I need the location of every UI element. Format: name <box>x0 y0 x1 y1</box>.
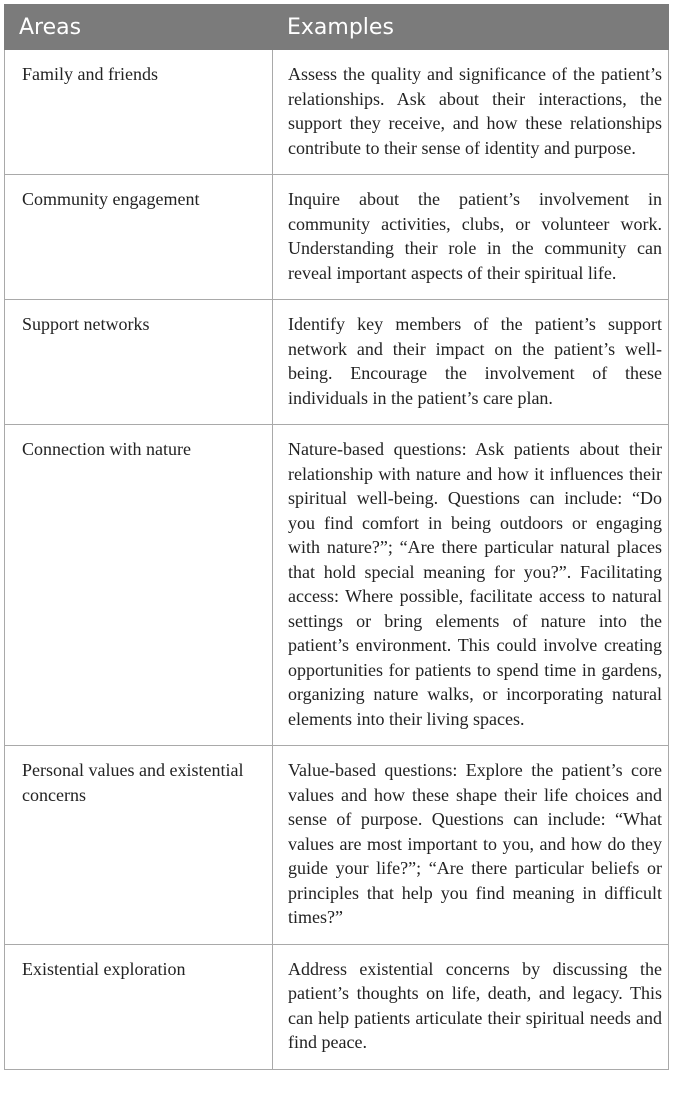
table-row <box>5 944 669 1069</box>
area-cell: Community engagement <box>5 175 273 300</box>
header-examples: Examples <box>273 5 669 50</box>
table-body <box>5 50 669 1070</box>
example-cell: Identify key members of the patient’s support network and their impact on the patient’s well-being. Encourage the involvement of these individuals in the patient’s care plan. <box>273 300 669 425</box>
table-row <box>5 300 669 425</box>
header-areas: Areas <box>5 5 273 50</box>
table-row <box>5 425 669 746</box>
area-cell: Existential exploration <box>5 944 273 1069</box>
area-cell: Personal values and existential concerns <box>5 746 273 945</box>
example-cell: Nature-based questions: Ask patients about their relationship with nature and how it influences their spiritual well-being. Questions can include: “Do you find comfort in being outdoors or engaging with nature?”; “Are there particular natural places that hold special meaning for you?”. Facilitating access: Where possible, facilitate access to natural settings or bring elements of nature into the patient’s environment. This could involve creating opportunities for patients to spend time in gardens, organizing nature walks, or incorporating natural elements into their living spaces. <box>273 425 669 746</box>
table-row <box>5 50 669 175</box>
areas-examples-table <box>4 4 669 1070</box>
example-cell: Inquire about the patient’s involvement in community activities, clubs, or volunteer work. Understanding their role in the community can reveal important aspects of their spiritual life. <box>273 175 669 300</box>
header-row <box>5 5 669 50</box>
area-cell: Family and friends <box>5 50 273 175</box>
example-cell: Address existential concerns by discussing the patient’s thoughts on life, death, and legacy. This can help patients articulate their spiritual needs and find peace. <box>273 944 669 1069</box>
area-cell: Connection with nature <box>5 425 273 746</box>
table-row <box>5 746 669 945</box>
area-cell: Support networks <box>5 300 273 425</box>
example-cell: Value-based questions: Explore the patient’s core values and how these shape their life choices and sense of purpose. Questions can include: “What values are most important to you, and how do they guide your life?”; “Are there particular beliefs or principles that help you find meaning in difficult times?” <box>273 746 669 945</box>
table-header <box>5 5 669 50</box>
table-row <box>5 175 669 300</box>
example-cell: Assess the quality and significance of the patient’s relationships. Ask about their interactions, the support they receive, and how these relationships contribute to their sense of identity and purpose. <box>273 50 669 175</box>
